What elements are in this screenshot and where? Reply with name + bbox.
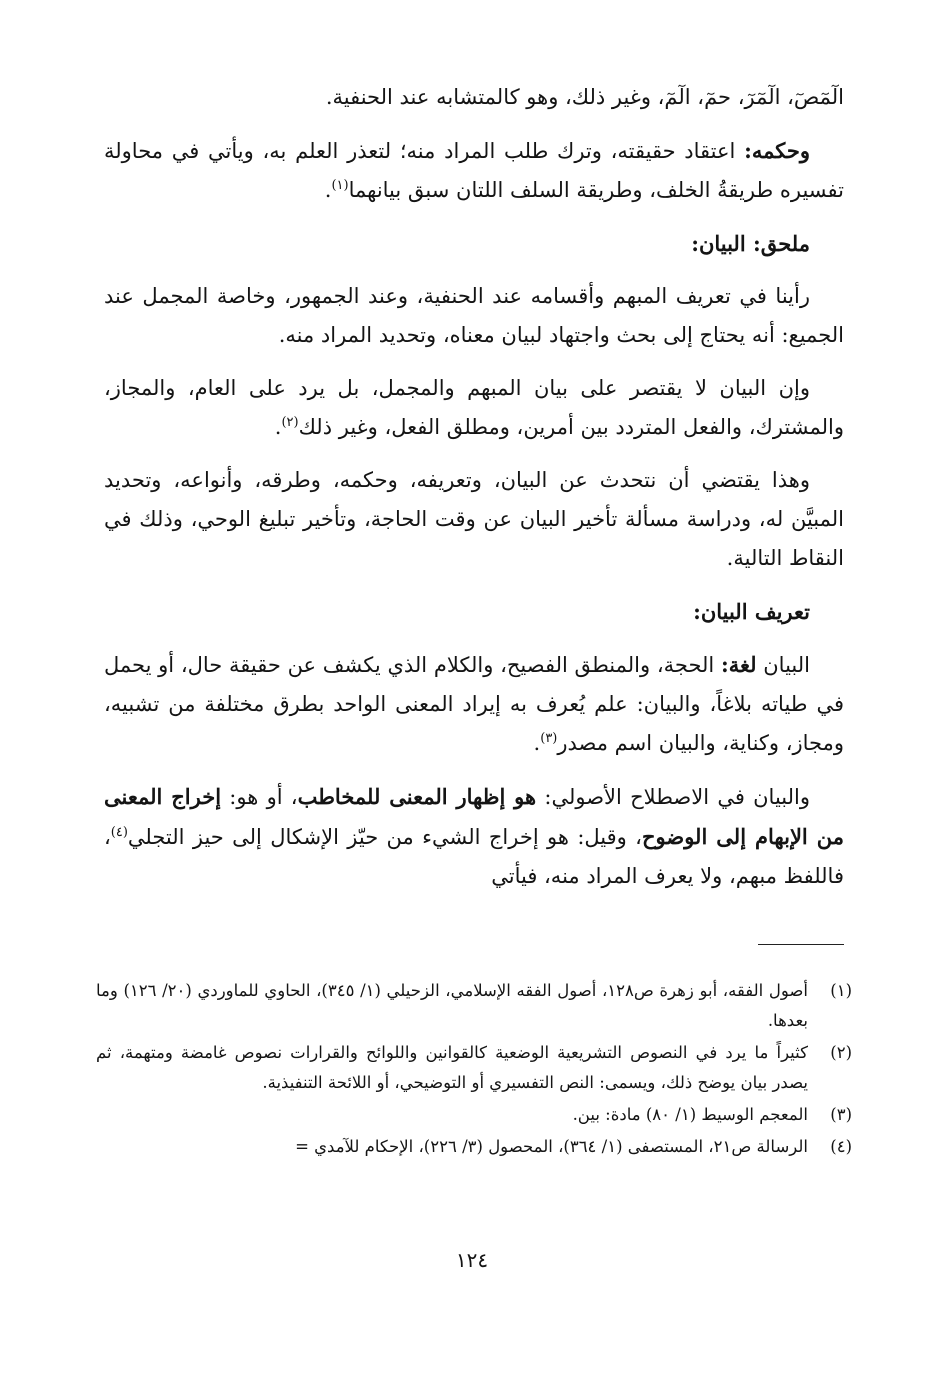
section-heading-mulhaq: ملحق: البيان: bbox=[691, 231, 810, 256]
paragraph-end: . bbox=[533, 731, 541, 755]
paragraph-muqattaat bbox=[104, 78, 844, 117]
paragraph-end: . bbox=[274, 415, 282, 439]
footnote-text: الرسالة ص٢١، المستصفى (١/ ٣٦٤)، المحصول (٣/ ٢٢٦)، الإحكام للآمدي = bbox=[295, 1137, 808, 1156]
footnote-ref-1[interactable]: (١) bbox=[331, 178, 349, 193]
footnote-item bbox=[96, 976, 852, 1036]
paragraph-text: الٓمٓصٓ، الٓمٓرٓ، حمٓ، الٓمٓ، وغير ذلك، وهو كالمتشابه عند الحنفية. bbox=[325, 85, 844, 109]
paragraph-text: وهذا يقتضي أن نتحدث عن البيان، وتعريفه، وحكمه، وطرقه، وأنواعه، وتحديد المبيَّن له، ودراسة مسألة تأخير البيان عن وقت الحاجة، وتأخير تبليغ الوحي، وذلك في النقاط التالية. bbox=[104, 468, 844, 570]
paragraph-scope bbox=[104, 369, 844, 447]
footnote-item bbox=[96, 1132, 852, 1162]
paragraph-text: الحجة، والمنطق الفصيح، والكلام الذي يكشف عن حقيقة حال، أو يحمل في طياته بلاغاً، والبيان: علم يُعرف به إيراد المعنى الواحد بطرق مختلفة من تشبيه، ومجاز، وكناية، والبيان اسم مصدر bbox=[104, 653, 844, 755]
footnote-divider bbox=[758, 944, 844, 945]
paragraph-text: ، وقيل: هو إخراج الشيء من حيّز الإشكال إلى حيز التجلي bbox=[127, 825, 642, 849]
paragraph-linguistic bbox=[104, 645, 844, 763]
footnote-number: (٣) bbox=[830, 1105, 852, 1124]
paragraph-text: البيان bbox=[756, 653, 810, 677]
paragraph-text: وإن البيان لا يقتصر على بيان المبهم والمجمل، بل يرد على العام، والمجاز، والمشترك، والفعل المتردد بين أمرين، ومطلق الفعل، وغير ذلك bbox=[104, 376, 844, 439]
paragraph-technical bbox=[104, 777, 844, 896]
footnote-ref-2[interactable]: (٢) bbox=[281, 415, 299, 430]
paragraph-intro bbox=[104, 277, 844, 355]
paragraph-text: ، فاللفظ مبهم، ولا يعرف المراد منه، فيأتي bbox=[104, 825, 844, 888]
footnote-number: (٤) bbox=[830, 1137, 852, 1156]
page-body bbox=[104, 78, 844, 910]
page-number: ١٢٤ bbox=[455, 1248, 489, 1272]
footnote-ref-4[interactable]: (٤) bbox=[110, 825, 128, 840]
paragraph-text: ، أو هو: bbox=[221, 785, 298, 809]
paragraph-text: والبيان في الاصطلاح الأصولي: bbox=[536, 785, 810, 809]
footnote-number: (٢) bbox=[830, 1043, 852, 1062]
footnotes bbox=[96, 976, 852, 1164]
footnote-number: (١) bbox=[830, 981, 852, 1000]
definition-bold-1: هو إظهار المعنى للمخاطب bbox=[297, 784, 537, 809]
paragraph-label: وحكمه: bbox=[744, 138, 810, 163]
paragraph-label: لغة: bbox=[720, 652, 757, 677]
paragraph-plan bbox=[104, 461, 844, 578]
footnote-item bbox=[96, 1038, 852, 1098]
footnote-text: المعجم الوسيط (١/ ٨٠) مادة: بين. bbox=[572, 1105, 808, 1124]
footnote-ref-3[interactable]: (٣) bbox=[540, 731, 558, 746]
paragraph-text: رأينا في تعريف المبهم وأقسامه عند الحنفية، وعند الجمهور، وخاصة المجمل عند الجميع: أنه يحتاج إلى بحث واجتهاد لبيان معناه، وتحديد المراد منه. bbox=[104, 284, 844, 347]
section-heading-definition: تعريف البيان: bbox=[693, 599, 810, 624]
paragraph-hukm bbox=[104, 131, 844, 210]
paragraph-end: . bbox=[324, 178, 332, 202]
footnote-text: أصول الفقه، أبو زهرة ص١٢٨، أصول الفقه الإسلامي، الزحيلي (١/ ٣٤٥)، الحاوي للماوردي (٢٠/ ١٢٦) وما بعدها. bbox=[96, 981, 808, 1030]
footnote-item bbox=[96, 1100, 852, 1130]
footnote-text: كثيراً ما يرد في النصوص التشريعية الوضعية كالقوانين واللوائح والقرارات نصوص غامضة ومتهمة، ثم يصدر بيان يوضح ذلك، ويسمى: النص التفسيري أو التوضيحي، أو اللائحة التنفيذية. bbox=[96, 1043, 808, 1092]
paragraph-text: اعتقاد حقيقته، وترك طلب المراد منه؛ لتعذر العلم به، ويأتي في محاولة تفسيره طريقةُ الخلف، وطريقة السلف اللتان سبق بيانهما bbox=[104, 139, 844, 202]
definition-bold-2: إخراج المعنى من الإبهام إلى الوضوح bbox=[104, 784, 845, 849]
